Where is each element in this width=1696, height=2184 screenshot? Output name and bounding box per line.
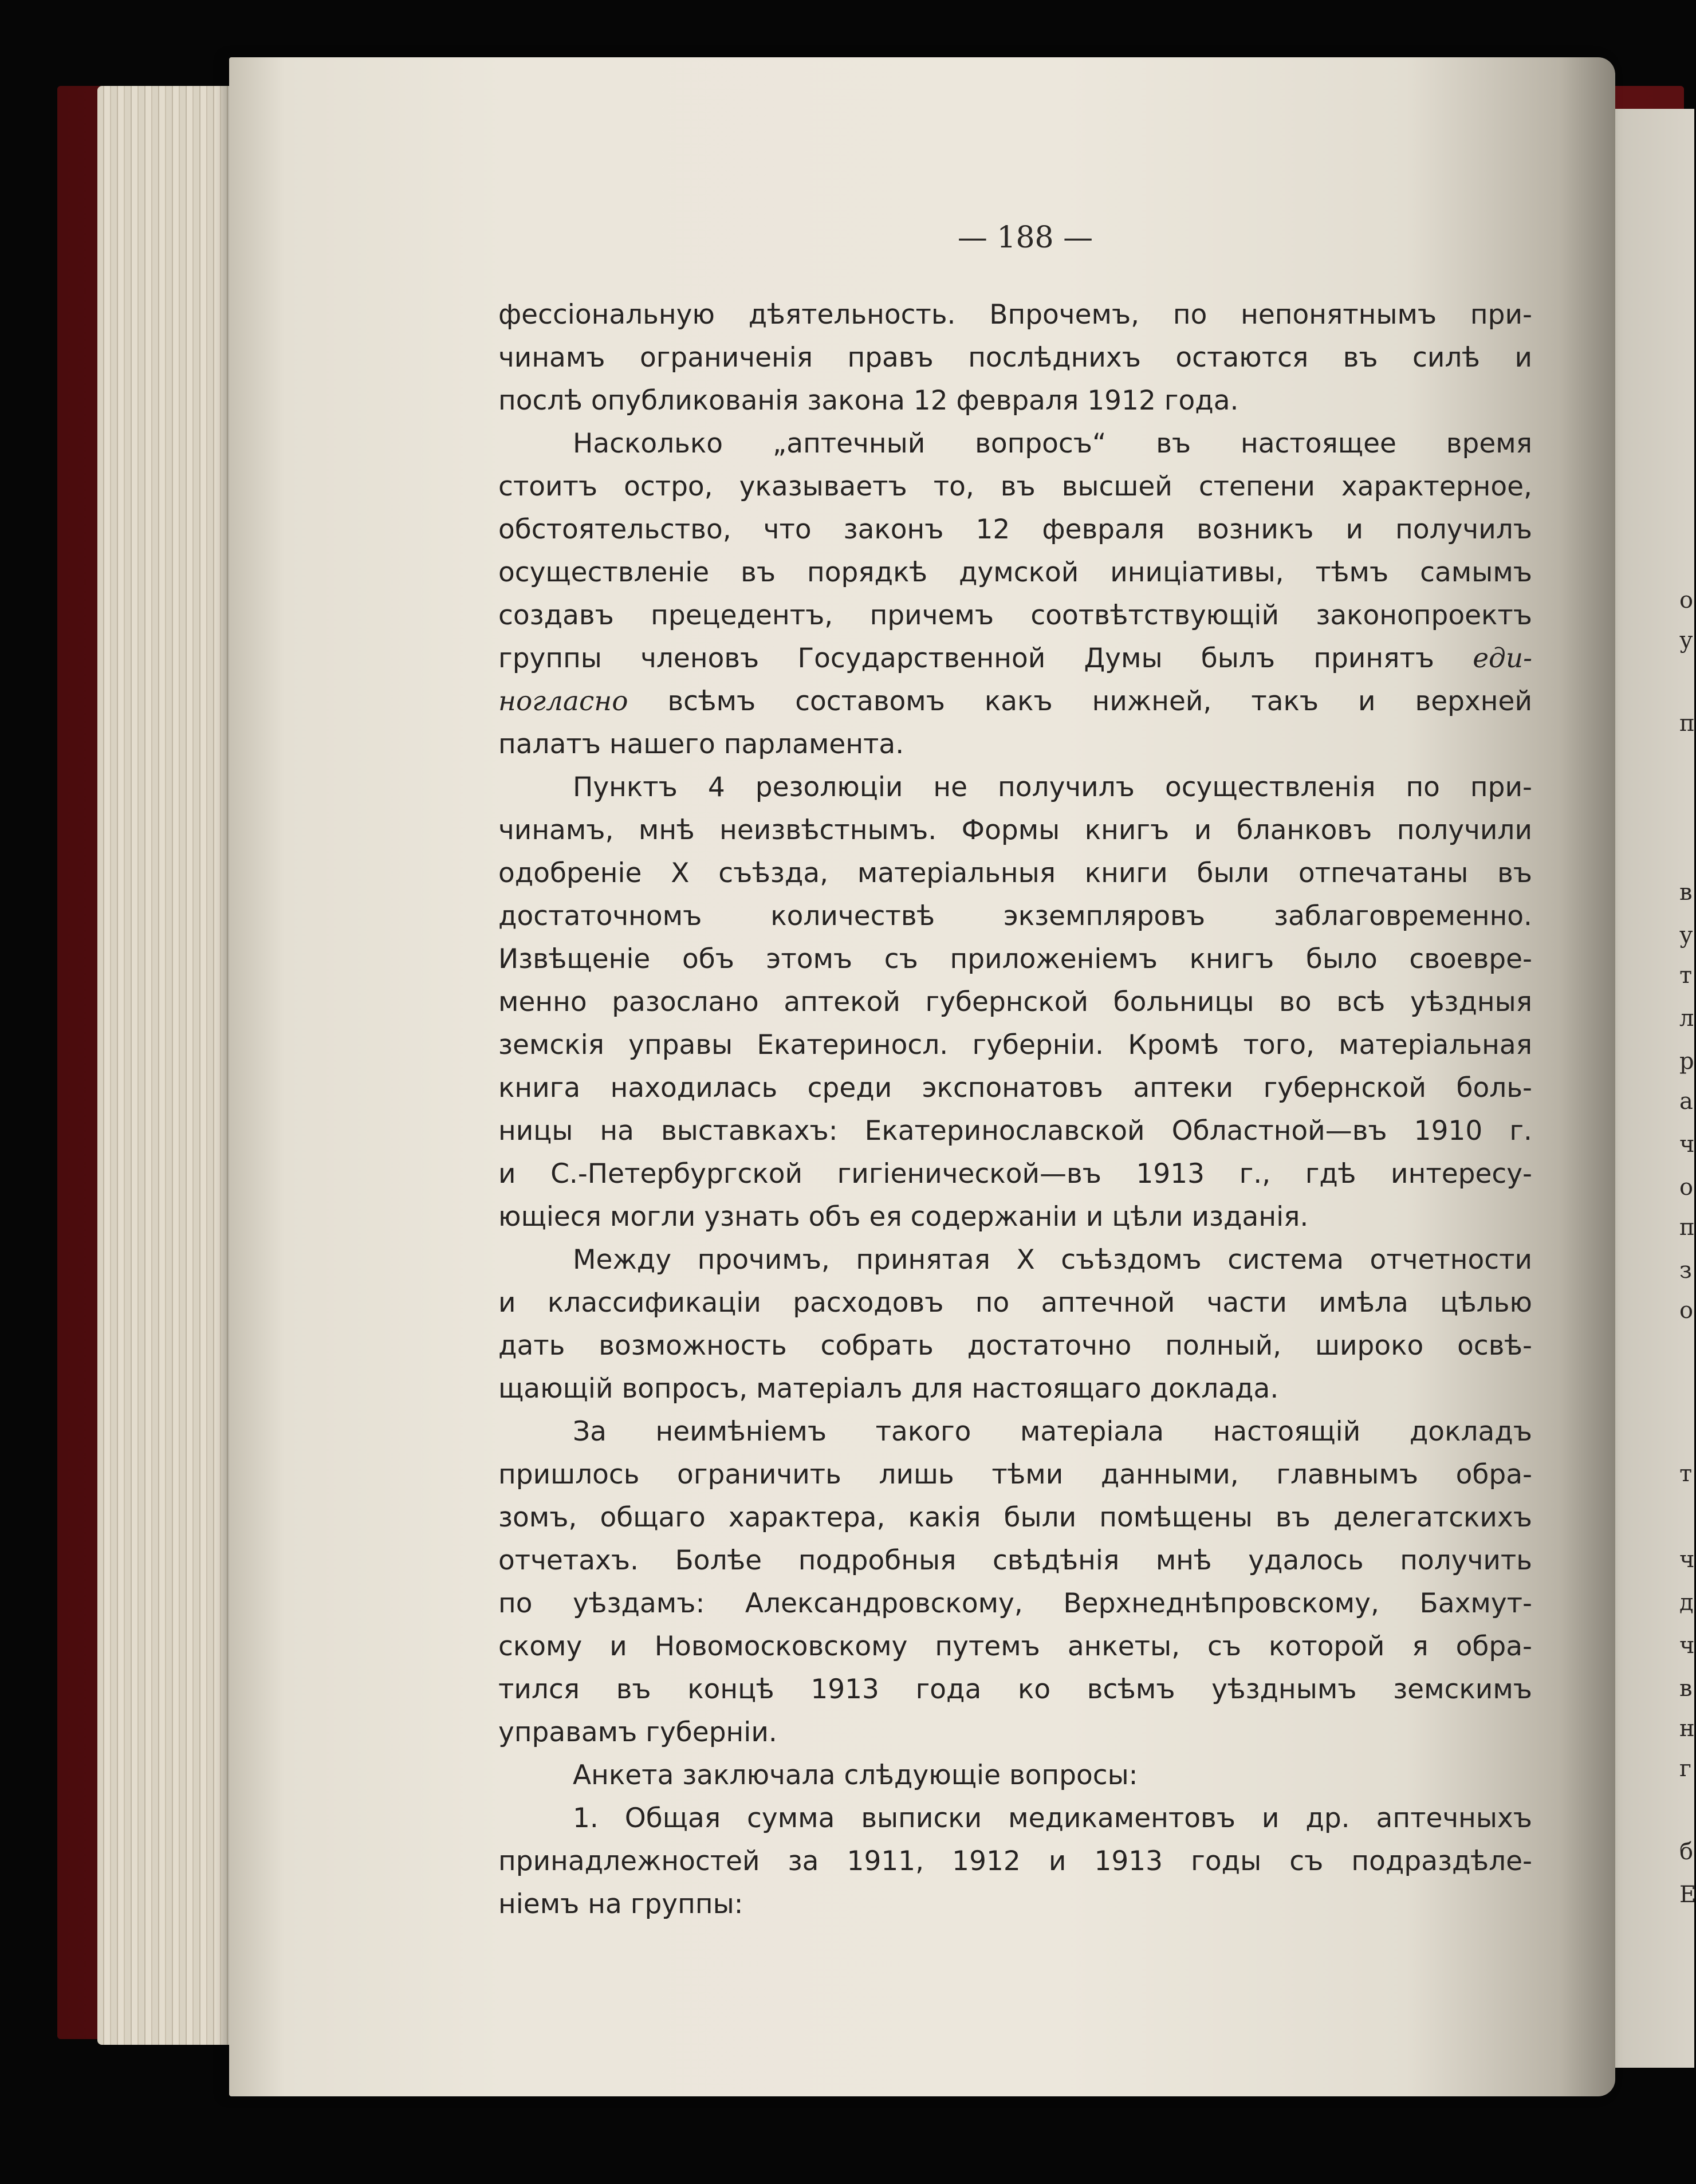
facing-page-letter: в xyxy=(1679,879,1693,906)
facing-page-letter: у xyxy=(1679,627,1693,654)
facing-page-letter: о xyxy=(1679,587,1694,613)
text-line: управамъ губерніи. xyxy=(498,1717,777,1748)
text-line: послѣ опубликованія закона 12 февраля 1912 года. xyxy=(498,385,1239,416)
text-line: фессіональную дѣятельность. Впрочемъ, по непонятнымъ при- xyxy=(498,299,1532,330)
text-line: и С.-Петербургской гигіенической—въ 1913 г., гдѣ интересу- xyxy=(498,1158,1532,1190)
facing-page-letter: в xyxy=(1679,1675,1693,1702)
text-line: ницы на выставкахъ: Екатеринославской Областной—въ 1910 г. xyxy=(498,1115,1532,1147)
facing-page-letter: г xyxy=(1679,1756,1691,1782)
text-line: тился въ концѣ 1913 года ко всѣмъ уѣзднымъ земскимъ xyxy=(498,1674,1532,1705)
text-line: пришлось ограничить лишь тѣми данными, главнымъ обра- xyxy=(498,1459,1532,1490)
text-line: по уѣздамъ: Александровскому, Верхнеднѣпровскому, Бахмут- xyxy=(498,1588,1532,1619)
text-line: За неимѣніемъ такого матеріала настоящій докладъ xyxy=(573,1416,1532,1447)
text-line: зомъ, общаго характера, какія были помѣщены въ делегатскихъ xyxy=(498,1502,1532,1533)
text-line: скому и Новомосковскому путемъ анкеты, съ которой я обра- xyxy=(498,1631,1532,1662)
text-line: принадлежностей за 1911, 1912 и 1913 годы съ подраздѣле- xyxy=(498,1845,1532,1877)
text-line: земскія управы Екатериносл. губерніи. Кромѣ того, матеріальная xyxy=(498,1029,1532,1061)
facing-page-letter: т xyxy=(1679,1461,1693,1487)
facing-page-letter: з xyxy=(1679,1257,1692,1284)
page-text xyxy=(498,293,1532,1926)
text-line: дать возможность собрать достаточно полный, широко освѣ- xyxy=(498,1330,1532,1361)
facing-page-letter: ч xyxy=(1679,1632,1695,1659)
facing-page-letter: п xyxy=(1679,710,1695,737)
paragraph xyxy=(498,1797,1532,1926)
facing-page-letter: р xyxy=(1679,1048,1694,1075)
text-line: Пунктъ 4 резолюціи не получилъ осуществленія по при- xyxy=(573,772,1532,803)
text-line: группы членовъ Государственной Думы былъ принятъ еди- xyxy=(498,643,1532,674)
text-line: Насколько „аптечный вопросъ“ въ настоящее время xyxy=(573,428,1532,459)
facing-page-letter: п xyxy=(1679,1214,1695,1241)
text-line: 1. Общая сумма выписки медикаментовъ и др. аптечныхъ xyxy=(573,1803,1532,1834)
paragraph xyxy=(498,1754,1532,1797)
facing-page-letter: у xyxy=(1679,922,1693,949)
facing-page-letter: а xyxy=(1679,1088,1693,1115)
paragraph xyxy=(498,766,1532,1238)
text-line: стоитъ остро, указываетъ то, въ высшей степени характерное, xyxy=(498,471,1532,502)
facing-page-letter: н xyxy=(1679,1715,1695,1742)
text-line: достаточномъ количествѣ экземпляровъ заблаговременно. xyxy=(498,900,1532,932)
page-number: — 188 — xyxy=(957,221,1093,255)
italic-word: ногласно xyxy=(498,686,668,717)
text-line: Извѣщеніе объ этомъ съ приложеніемъ книгъ было своевре- xyxy=(498,943,1532,975)
text-line: обстоятельство, что законъ 12 февраля возникъ и получилъ xyxy=(498,514,1532,545)
facing-page-letter: ч xyxy=(1679,1546,1695,1573)
text-line: осуществленіе въ порядкѣ думской иниціативы, тѣмъ самымъ xyxy=(498,557,1532,588)
paragraph xyxy=(498,293,1532,422)
text-line: и классификаціи расходовъ по аптечной части имѣла цѣлью xyxy=(498,1287,1532,1319)
text-line: создавъ прецедентъ, причемъ соотвѣтствующій законопроектъ xyxy=(498,600,1532,631)
text-line: ніемъ на группы: xyxy=(498,1888,743,1920)
facing-page-letter: л xyxy=(1679,1005,1694,1032)
text-line: книга находилась среди экспонатовъ аптеки губернской боль- xyxy=(498,1072,1532,1104)
italic-word: еди- xyxy=(1434,643,1532,674)
paragraph xyxy=(498,1410,1532,1754)
text-line: Между прочимъ, принятая X съѣздомъ система отчетности xyxy=(573,1244,1532,1276)
text-line: ногласно всѣмъ составомъ какъ нижней, такъ и верхней xyxy=(498,686,1532,717)
text-line: щающій вопросъ, матеріалъ для настоящаго доклада. xyxy=(498,1373,1279,1404)
text-line: отчетахъ. Болѣе подробныя свѣдѣнія мнѣ удалось получить xyxy=(498,1545,1532,1576)
text-line: Анкета заключала слѣдующіе вопросы: xyxy=(573,1760,1138,1791)
facing-page-letter: т xyxy=(1679,962,1693,989)
paragraph xyxy=(498,422,1532,766)
text-line: чинамъ, мнѣ неизвѣстнымъ. Формы книгъ и бланковъ получили xyxy=(498,814,1532,846)
text-line: одобреніе X съѣзда, матеріальныя книги были отпечатаны въ xyxy=(498,857,1532,889)
facing-page-letter: д xyxy=(1679,1589,1694,1616)
text-line: палатъ нашего парламента. xyxy=(498,729,904,760)
paragraph xyxy=(498,1238,1532,1410)
text-line: чинамъ ограниченія правъ послѣднихъ остаются въ силѣ и xyxy=(498,342,1532,373)
facing-page-letter: б xyxy=(1679,1839,1694,1865)
text-line: менно разослано аптекой губернской больницы во всѣ уѣздныя xyxy=(498,986,1532,1018)
facing-page-letter: ч xyxy=(1679,1131,1695,1158)
text-line: ющіеся могли узнать объ ея содержаніи и цѣли изданія. xyxy=(498,1201,1309,1233)
facing-page-letter: о xyxy=(1679,1174,1694,1201)
facing-page-letter: о xyxy=(1679,1297,1694,1324)
facing-page-letter: Е xyxy=(1679,1882,1696,1908)
